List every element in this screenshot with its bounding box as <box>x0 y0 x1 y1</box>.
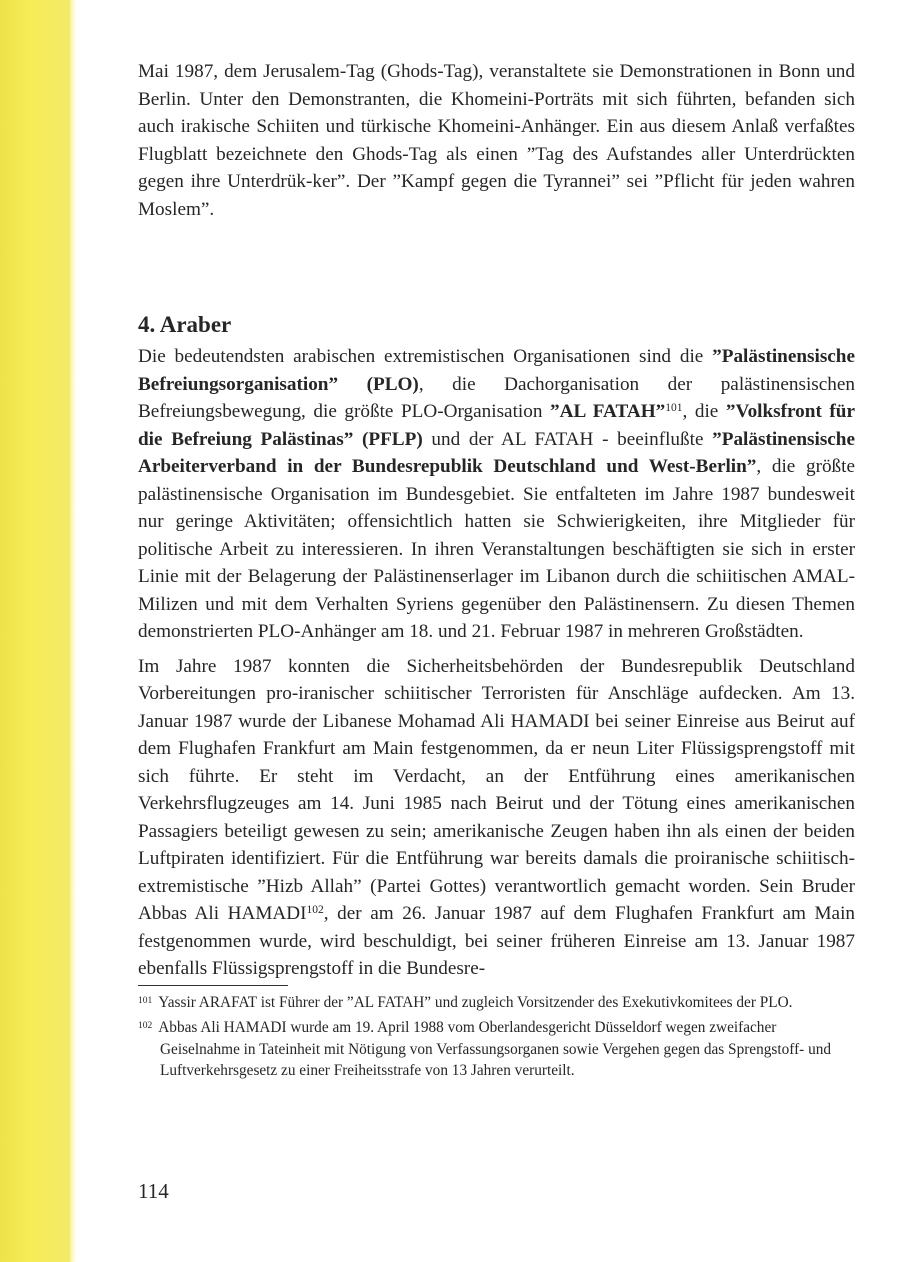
footnote-text: Abbas Ali HAMADI wurde am 19. April 1988 vom Oberlandesgericht Düsseldorf wegen zweifacher Geiselnahme in Tateinheit mit Nötigung von Verfassungsorganen sowie Vergehen gegen das Sprengstoff- und Luftverkehrsgesetz zu einer Freiheitsstrafe von 13 Jahren verurteilt. <box>158 1019 832 1079</box>
page-number: 114 <box>138 1179 169 1203</box>
al-fatah-name: ”AL FATAH” <box>550 401 666 422</box>
footnotes <box>138 985 855 1082</box>
footnote-number: 101 <box>138 995 153 1006</box>
footnote-text: Yassir ARAFAT ist Führer der ”AL FATAH” und zugleich Vorsitzender des Exekutivkomitees der PLO. <box>158 993 793 1011</box>
footnote-ref-102: 102 <box>306 904 324 916</box>
footnote-102 <box>138 1016 855 1082</box>
plo-name: ”Palästinensische Befreiungsorganisation” (PLO) <box>138 346 855 395</box>
paragraph-hamadi-text-1: Im Jahre 1987 konnten die Sicherheitsbehörden der Bundesrepublik Deutschland Vorbereitungen pro-iranischer schiitischer Terroristen für Anschläge aufdecken. Am 13. Januar 1987 wurde der Libanese Mohamad Ali HAMADI bei seiner Einreise aus Beirut auf dem Flughafen Frankfurt am Main festgenommen, da er neun Liter Flüssigsprengstoff mit sich führte. Er steht im Verdacht, an der Entführung eines amerikanischen Verkehrsflugzeuges am 14. Juni 1985 nach Beirut und der Tötung eines amerikanischen Passagiers beteiligt gewesen zu sein; amerikanische Zeugen haben ihn als einen der beiden Luftpiraten identifiziert. Für die Entführung war bereits damals die proiranische schiitisch-extremistische ”Hizb Allah” (Partei Gottes) verantwortlich gemacht worden. Sein Bruder Abbas Ali HAMADI <box>138 655 855 924</box>
footnote-101 <box>138 991 855 1014</box>
footnote-number: 102 <box>138 1021 153 1031</box>
yellow-margin-strip <box>0 0 70 1262</box>
paragraph-araber-text-3: , die <box>682 401 726 422</box>
paragraph-intro: Mai 1987, dem Jerusalem-Tag (Ghods-Tag), veranstaltete sie Demonstrationen in Bonn und Berlin. Unter den Demonstranten, die Khomeini-Porträts mit sich führten, befanden sich auch irakische Schiiten und türkische Khomeini-Anhänger. Ein aus diesem Anlaß verfaßtes Flugblatt bezeichnete den Ghods-Tag als einen ”Tag des Aufstandes aller Unterdrückten gegen ihre Unterdrük-ker”. Der ”Kampf gegen die Tyrannei” sei ”Pflicht für jeden wahren Moslem”. <box>138 61 855 220</box>
section-heading: 4. Araber <box>138 312 232 337</box>
document-page <box>138 58 855 1085</box>
paragraph-araber-text-4: und der AL FATAH - beeinflußte <box>422 428 713 450</box>
paragraph-araber-text-1: Die bedeutendsten arabischen extremistischen Organisationen sind die <box>138 346 713 367</box>
arbeiterverband-name: ”Palästinensische Arbeiterverband in der Bundesrepublik Deutschland und West-Berlin” <box>138 428 855 477</box>
paragraph-araber-text-5: , die größte palästinensische Organisation im Bundesgebiet. Sie entfalteten im Jahre 1987 bundesweit nur geringe Aktivitäten; offensichtlich hatten sie Schwierigkeiten, ihre Mitglieder für politische Arbeit zu interessieren. In ihren Veranstaltungen beschäftigten sie sich in erster Linie mit der Belagerung der Palästinenserlager im Libanon durch die schiitischen AMAL-Milizen und mit dem Verhalten Syriens gegenüber den Palästinensern. Zu diesen Themen demonstrierten PLO-Anhänger am 18. und 21. Februar 1987 in mehreren Großstädten. <box>138 456 855 642</box>
paragraph-araber-text-2: , die Dachorganisation der palästinensischen Befreiungsbewegung, die größte PLO-Organisation <box>138 373 855 422</box>
paragraph-hamadi-text-2: , der am 26. Januar 1987 auf dem Flughafen Frankfurt am Main festgenommen wurde, wird beschuldigt, bei seiner früheren Einreise am 13. Januar 1987 ebenfalls Flüssigsprengstoff in die Bundesre- <box>138 903 855 979</box>
footnote-rule <box>138 985 288 986</box>
footnote-ref-101: 101 <box>665 402 683 414</box>
margin-strip-edge <box>70 0 76 1262</box>
pflp-name: ”Volksfront für die Befreiung Palästinas” (PFLP) <box>138 401 855 450</box>
paragraph-araber <box>138 343 855 646</box>
paragraph-hamadi <box>138 653 855 983</box>
